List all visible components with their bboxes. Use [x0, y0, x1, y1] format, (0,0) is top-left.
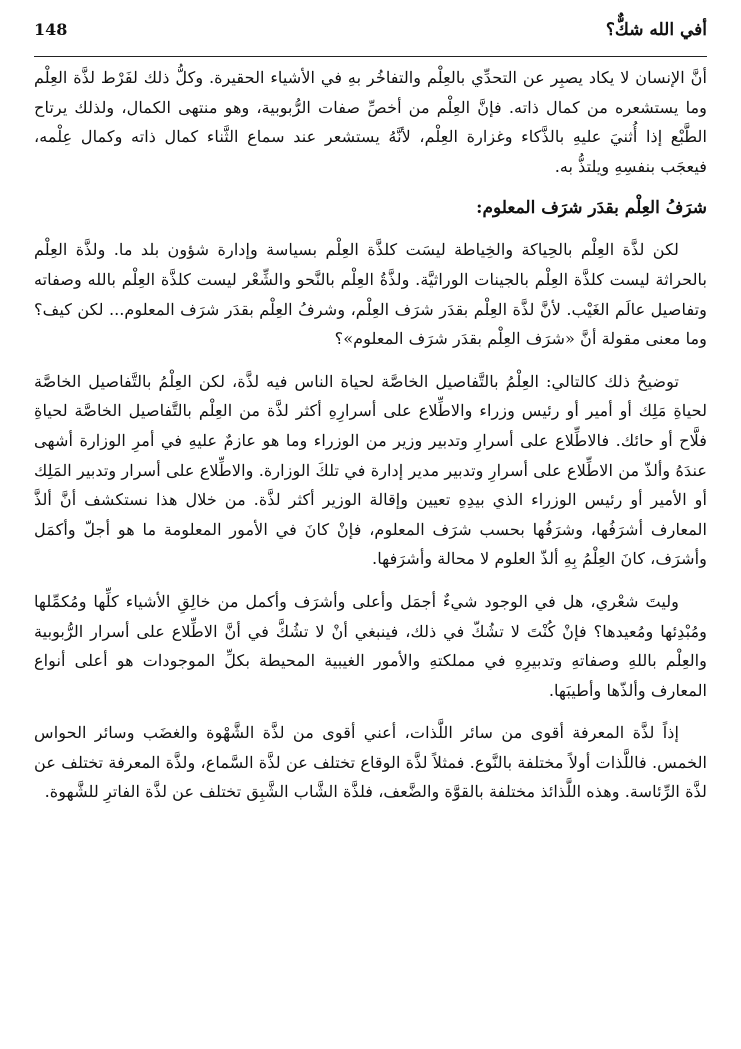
page-header [34, 20, 707, 57]
paragraph-continuation: أنَّ الإنسان لا يكاد يصبِر عن التحدِّي بالعِلْم والتفاخُر بهِ في الأشياء الحقيرة. وكلُّ ذلك لفَرْط لذَّة العِلْم وما يستشعره من كمال ذاته. فإنَّ العِلْم من أخصِّ صفات الرُّبوبية، وهو منتهى الكمال، ولذلك يرتاح الطَّبْع إذا أُثنيَ عليهِ بالذَّكاء وغزارة العِلْم، لأنَّهُ يستشعر عند سماع الثَّناء كمال ذاته وكمال عِلْمه، فيعجَب بنفسِهِ ويلتذُّ به. [34, 68, 707, 176]
paragraph: توضيحُ ذلك كالتالي: العِلْمُ بالتَّفاصيل الخاصَّة لحياة الناس فيه لذَّة، لكن العِلْمُ بالتَّفاصيل الخاصَّة لحياةِ مَلِك أو أمير أو رئيس وزراء والاطِّلاع على أسرارِهِ أكثر لذَّة من العِلْم بالتَّفاصيل الخاصَّة لحياةِ فلَّاح أو حائك. فالاطِّلاع على أسرارِ وتدبير وزير من الوزراء وما هو عازمٌ عليهِ في أمرِ الوزارة أشهى عندَهُ وألذّ من الاطِّلاع على أسرارِ وتدبير مدير إدارة في تلكَ الوزارة. والاطِّلاع على أسرار وتدبير المَلِك أو الأمير أو رئيس الوزراء الذي بيدِهِ تعيين وإقالة الوزير أكثر لذَّة. من خلال هذا نستكشف أنَّ ألذَّ المعارف أشرَفُها، وشرَفُها بحسب شرَف المعلوم، فإنْ كانَ في الأمور المعلومة ما هو أجلّ وأكمَل وأشرَف، كانَ العِلْمُ بِهِ ألذّ العلوم لا محالة وأشرَفها. [34, 371, 707, 569]
page-number: 148 [34, 20, 68, 39]
book-page [34, 20, 707, 807]
running-title: أفي الله شكٌّ؟ [605, 20, 707, 40]
paragraph: وليتَ شعْري، هل في الوجود شيءٌ أجمَل وأعلى وأشرَف وأكمل من خالِقِ الأشياء كلِّها ومُكمِّلها ومُبْدِئها ومُعيدها؟ فإنْ كُنْتَ لا تشُكّ في ذلك، فينبغي أنْ لا تشُكَّ في أنَّ الاطِّلاع على أسرار الرُّبوبية والعِلْم باللهِ وصفاتهِ وتدبيرِهِ في مملكتهِ والأمور الغيبية المحيطة بكلِّ الموجودات هو أعلى أنواع المعارف وألذّها وأطيبَها. [34, 591, 707, 700]
section-heading: شرَفُ العِلْم بقدَر شرَف المعلوم: [476, 198, 707, 219]
paragraph: لكن لذَّة العِلْم بالحِياكة والخِياطة ليسَت كلذَّة العِلْم بسياسة وإدارة شؤون بلد ما. ولذَّة العِلْم بالحراثة ليست كلذَّة العِلْم بالجينات الوراثيَّة. ولذَّةُ العِلْم بالنَّحو والشِّعْر ليست كلذَّة العِلْم بالله وصفاته وتفاصيل عالَم الغَيْب. لأنَّ لذَّة العِلْم بقدَر شرَف العِلْم، وشرفُ العِلْم بقدَر شرَف المعلوم... لكن كيف؟ وما معنى مقولة أنَّ «شرَف العِلْم بقدَر شرَف المعلوم»؟ [34, 240, 707, 349]
paragraph: إذاً لذَّة المعرفة أقوى من سائر اللَّذات، أعني أقوى من لذَّة الشَّهْوة والغضَب وسائر الحواس الخمس. فاللَّذات أولاً مختلفة بالنَّوع. فمثلاً لذَّة الوقاع تختلف عن لذَّة السَّماع، ولذَّة المعرفة تختلف عن لذَّة الرِّئاسة. وهذه اللَّذائذ مختلفة بالقوَّة والضَّعف، فلذَّة الشَّاب الشَّبِق تختلف عن لذَّة الفاترِ للشَّهوة. [34, 723, 707, 802]
